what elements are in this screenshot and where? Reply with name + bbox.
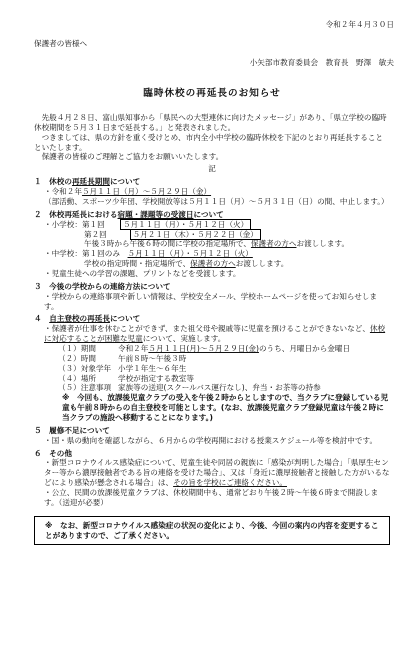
section-4-body: ・保護者が仕事を休むことができず、また祖父母や親戚等に児童を預けることができないなど、休校に対応することが困難な児童について、実施します。 — [44, 324, 386, 344]
section-6-bullet-1: ・新型コロナウイルス感染症について、児童生徒や同居の親族に「感染が判明した場合」「県厚生センター等から濃厚接触者である旨の連絡を受けた場合」、又は「身近に濃厚接触者と接触した方がいるなどにより感染が懸念される場合」は、その旨を学校にご連絡ください。 — [44, 458, 390, 488]
section-1-heading: １ 休校の再延長期間について — [34, 177, 141, 187]
row-key: （３）対象学年 — [58, 363, 112, 373]
intro-paragraph-2: つきましては、県の方針を重く受けとめ、市内全小中学校の臨時休校を下記のとおり再延長することといたします。 — [34, 132, 384, 152]
sender: 小矢部市教育委員会 教育長 野澤 敏夫 — [249, 57, 394, 67]
section-2-line3: ・児童生徒への学習の課題、プリントなどを受渡します。 — [44, 268, 241, 278]
elementary-round-2: 第２回 ５月２１日（木）・５月２２日（金） — [34, 230, 390, 240]
footer-notice-box: ※ なお、新型コロナウイルス感染症の状況の変化により、今後、今回の案内の内容を変更することがありますので、ご了承ください。 — [34, 516, 390, 546]
section-1-club-note: （部活動、スポーツ少年団、学校開放等は５月１１日（月）～５月３１日（日）の間、中止します。） — [44, 196, 389, 206]
row-key: （４）場所 — [58, 373, 96, 383]
section-3-body: ・学校からの連絡事項や新しい情報は、学校安全メール、学校ホームページを使ってお知らせします。 — [44, 291, 377, 311]
row-value: 令和２年５月１１日(月)～５月２９日(金)のうち、月曜日から金曜日 — [118, 343, 351, 353]
addressee: 保護者の皆様へ — [34, 38, 88, 48]
issue-date: 令和２年４月３０日 — [325, 20, 394, 29]
section-6-heading: ６ その他 — [34, 448, 72, 458]
section-6-bullet-2: ・公立、民間の放課後児童クラブは、休校期間中も、通常どおり午後２時～午後６時まで開設します。（送迎が必要） — [44, 487, 379, 507]
row-value: 午前８時～午後３時 — [118, 353, 187, 363]
row-value: 小学１年生～６年生 — [118, 363, 187, 373]
document-title: 臨時休校の再延長のお知らせ — [143, 87, 281, 99]
section-5-body: ・国・県の動向を確認しながら、６月からの学校再開における授業スケジュール等を検討中です。 — [44, 435, 378, 445]
section-1-period: ・令和２年５月１１日（月）～５月２９日（金） — [44, 187, 212, 197]
junior-high-round: ・中学校：第１回のみ ５月１１日（月）・５月１２日（火） — [44, 249, 253, 259]
section-2-heading: ２ 休校再延長における宿題・課題等の受渡日について — [34, 209, 224, 219]
intro-paragraph-3: 保護者の皆様のご理解とご協力をお願いいたします。 — [41, 152, 224, 162]
section-3-heading: ３ 今後の学校からの連絡方法について — [34, 281, 171, 291]
elementary-note: 午後３時から午後６時の間に学校の指定場所で、保護者の方へお渡しします。 — [84, 239, 350, 249]
elementary-round-1: ・小学校：第１回 ５月１１日（月）・５月１２日（火） — [34, 220, 390, 230]
ki-marker: 記 — [208, 164, 216, 174]
row-key: （１）期間 — [58, 343, 96, 353]
self-attendance-table — [34, 344, 390, 393]
junior-high-note: 学校の指定時間・指定場所で、保護者の方へお渡しします。 — [84, 259, 289, 269]
section-5-heading: ５ 履修不足について — [34, 425, 110, 435]
row-value: 家族等の送迎(スクールバス運行なし)、弁当・お茶等の持参 — [118, 383, 321, 393]
row-key: （５）注意事項 — [58, 383, 112, 393]
intro-paragraph-1: 先般４月２８日、富山県知事から「県民への大型連休に向けたメッセージ」があり、「県立学校の臨時休校期間を５月３１日まで延長する。」と発表されました。 — [34, 113, 387, 132]
row-key: （２）時間 — [58, 353, 96, 363]
section-4-heading: ４ 自主登校の再延長について — [34, 314, 141, 324]
section-4-note: ※ 今回も、放課後児童クラブの受入を午後２時からとしますので、当クラブに登録している児童も午前８時からの自主登校を可能とします。(なお、放課後児童クラブ登録児童は午後２時に当クラブの施設へ移動することになります。) — [62, 393, 389, 422]
row-value: 学校が指定する教室等 — [118, 373, 194, 383]
